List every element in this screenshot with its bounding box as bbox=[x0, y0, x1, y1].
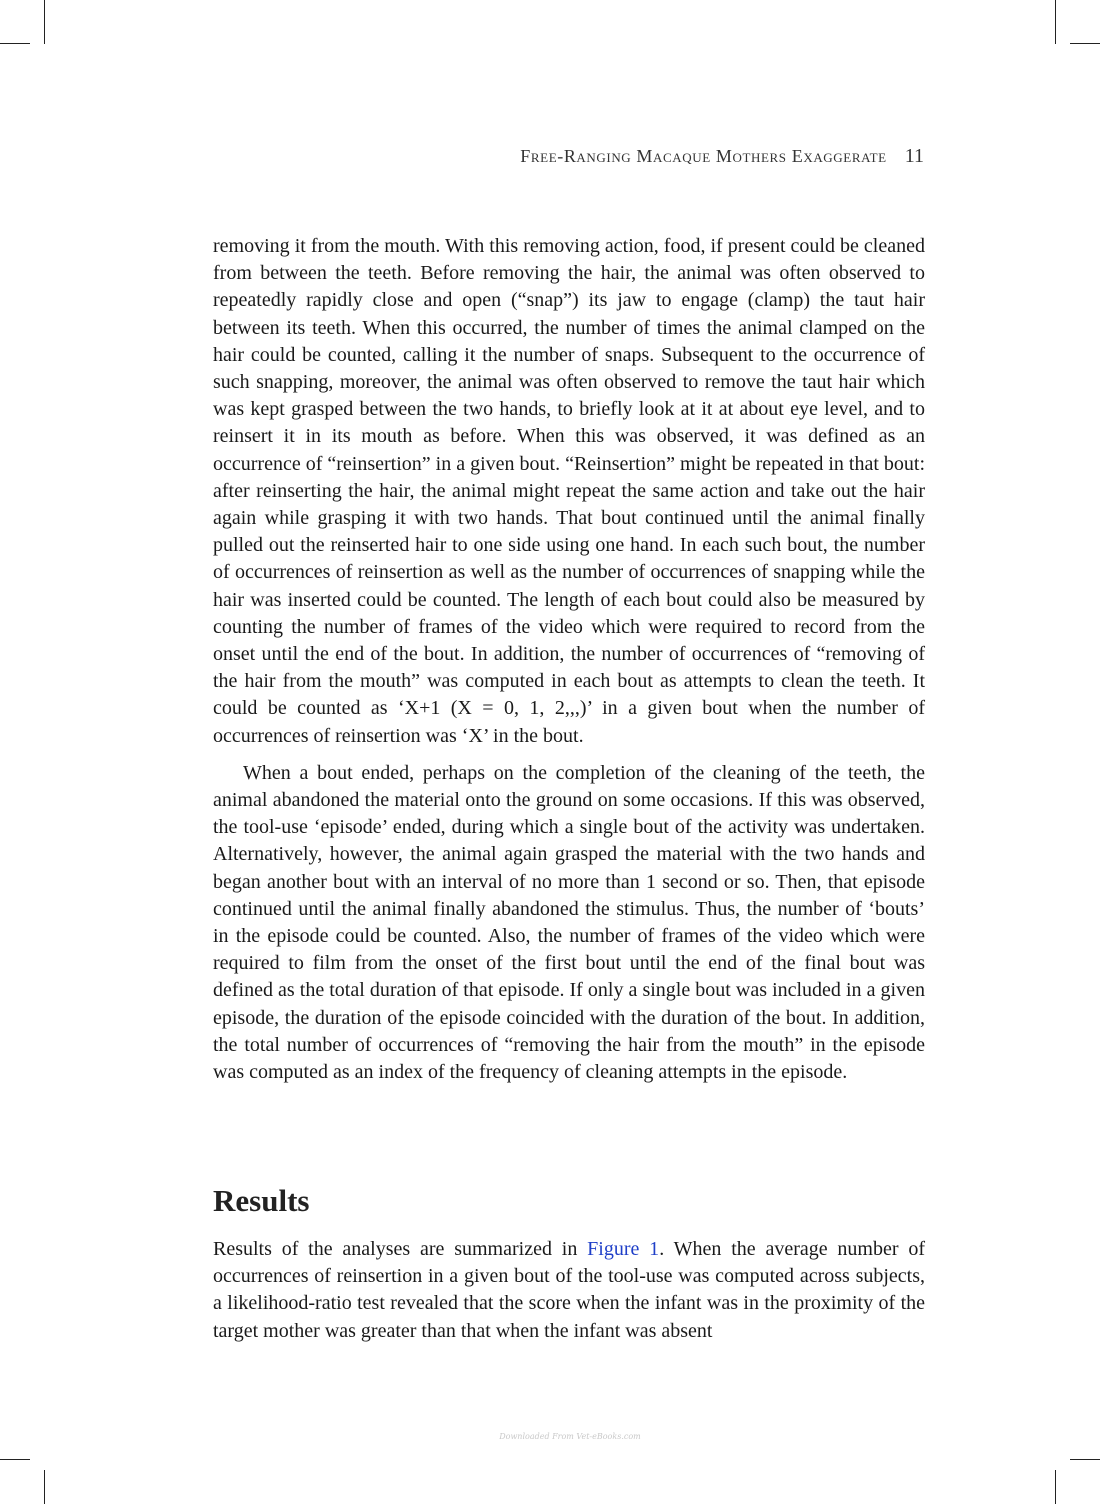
body-text bbox=[213, 233, 925, 1096]
results-text-start: Results of the analyses are summarized in bbox=[213, 1238, 588, 1260]
crop-mark bbox=[1070, 43, 1100, 44]
section-heading-results: Results bbox=[213, 1183, 310, 1218]
crop-mark bbox=[1070, 1459, 1100, 1460]
running-title: Free-Ranging Macaque Mothers Exaggerate bbox=[520, 146, 887, 166]
running-head bbox=[213, 145, 924, 168]
crop-mark bbox=[44, 0, 45, 44]
crop-mark bbox=[0, 43, 30, 44]
watermark: Downloaded From Vet-eBooks.com bbox=[499, 1432, 641, 1441]
figure-link[interactable]: Figure 1 bbox=[587, 1238, 660, 1260]
results-text bbox=[213, 1236, 925, 1345]
results-text-end: . When the average number of occurrences of reinsertion in a given bout of the tool-use was computed across subjects, a likelihood-ratio test revealed that the score when the infant was in the proximity of the target mother was greater than that when the infant was absent bbox=[213, 1238, 925, 1342]
paragraph-continued: removing it from the mouth. With this removing action, food, if present could be cleaned from between the teeth. Before removing the hair, the animal was often observed to repeatedly rapidly close and open (“snap”) its jaw to engage (clamp) the taut hair between its teeth. When this occurred, the number of times the animal clamped on the hair could be counted, calling it the number of snaps. Subsequent to the occurrence of such snapping, moreover, the animal was often observed to remove the taut hair which was kept grasped between the two hands, to briefly look at it at about eye level, and to reinsert it in its mouth as before. When this was observed, it was defined as an occurrence of “reinsertion” in a given bout. “Reinsertion” might be repeated in that bout: after reinserting the hair, the animal might repeat the same action and take out the hair again while grasping it with two hands. That bout continued until the animal finally pulled out the reinserted hair to one side using one hand. In each such bout, the number of occurrences of reinsertion as well as the number of occurrences of snapping while the hair was inserted could be counted. The length of each bout could also be measured by counting the number of frames of the video which were required to record from the onset until the end of the bout. In addition, the number of occurrences of “removing of the hair from the mouth” was computed in each bout as attempts to clean the teeth. It could be counted as ‘X+1 (X = 0, 1, 2,,,)’ in a given bout when the number of occurrences of reinsertion was ‘X’ in the bout. bbox=[213, 235, 925, 747]
page-number: 11 bbox=[904, 145, 924, 167]
results-paragraph bbox=[213, 1236, 925, 1345]
crop-mark bbox=[0, 1459, 30, 1460]
crop-mark bbox=[1055, 0, 1056, 44]
crop-mark bbox=[1055, 1470, 1056, 1504]
paragraph: When a bout ended, perhaps on the completion of the cleaning of the teeth, the animal abandoned the material onto the ground on some occasions. If this was observed, the tool-use ‘episode’ ended, during which a single bout of the activity was undertaken. Alternatively, however, the animal again grasped the material with the two hands and began another bout with an interval of no more than 1 second or so. Then, that episode continued until the animal finally abandoned the stimulus. Thus, the number of ‘bouts’ in the episode could be counted. Also, the number of frames of the video which were required to film from the onset of the first bout until the end of the final bout was defined as the total duration of that episode. If only a single bout was included in a given episode, the duration of the episode coincided with the duration of the bout. In addition, the total number of occurrences of “removing the hair from the mouth” in the episode was computed as an index of the frequency of cleaning attempts in the episode. bbox=[213, 761, 925, 1084]
crop-mark bbox=[44, 1470, 45, 1504]
